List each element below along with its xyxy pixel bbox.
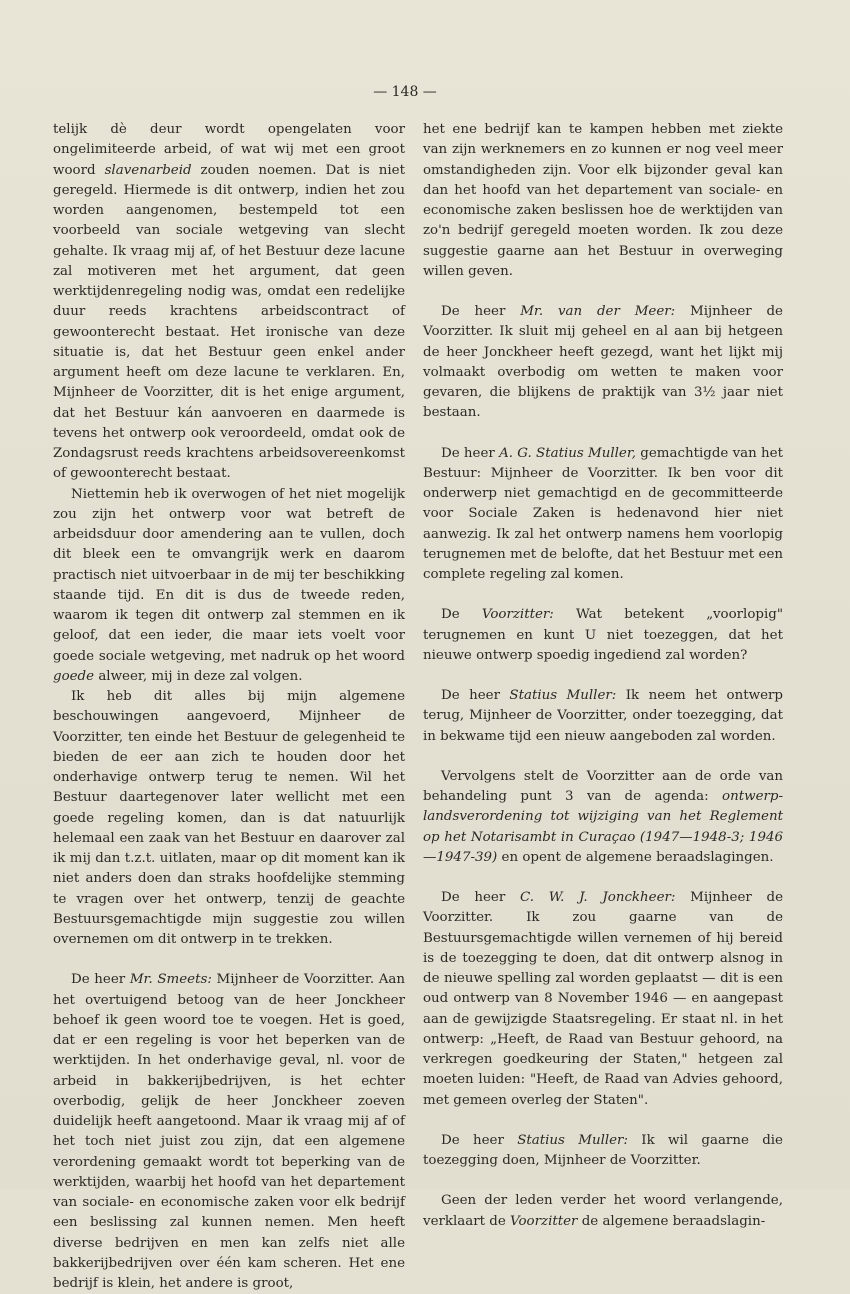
paragraph: Niettemin heb ik overwogen of het niet mogelijk zou zijn het ontwerp voor wat betreft de arbeidsduur door amendering aan te vullen, doch dit bleek een te omvangrijk werk en daarom practisch niet uitvoerbaar in de mij ter beschikking staande tijd. En dit is dus de tweede reden, waarom ik tegen dit ontwerp zal stemmen en ik geloof, dat een ieder, die maar iets voelt voor goede sociale wetgeving, met nadruk op het woord goede alweer, mij in deze zal volgen. — [53, 486, 405, 684]
speaker-name: Statius Muller: — [517, 1132, 628, 1148]
speaker-paragraph: De Voorzitter: Wat betekent „voorlopig" terugnemen en kunt U niet toezeggen, dat het nieuwe ontwerp spoedig ingediend zal worden? — [423, 607, 783, 663]
speaker-name: Voorzitter: — [481, 607, 554, 623]
paragraph: Ik heb dit alles bij mijn algemene beschouwingen aangevoerd, Mijnheer de Voorzitter, ten einde het Bestuur de gelegenheid te bieden de eer aan zich te houden door het onderhavige ontwerp terug te nemen. Wil het Bestuur daartegenover later wellicht met een goede regeling komen, dan is dat natuurlijk helemaal een zaak van het Bestuur en daarover zal ik mij dan t.z.t. uitlaten, maar op dit moment kan ik niet anders doen dan straks hoofdelijke stemming te vragen over het ontwerp, tenzij de geachte Bestuursgemachtigde mijn suggestie zou willen overnemen om dit ontwerp in te trekken. — [53, 689, 405, 947]
paragraph: Geen der leden verder het woord verlangende, verklaart de Voorzitter de algemene beraadslagin- — [423, 1193, 783, 1229]
speaker-name: Mr. van der Meer: — [520, 304, 676, 319]
speaker-name: Voorzitter — [510, 1213, 578, 1229]
paragraph: het ene bedrijf kan te kampen hebben met ziekte van zijn werknemers en zo kunnen er nog veel meer omstandigheden zijn. Voor elk bijzonder geval kan dan het hoofd van het departement van sociale- en economische zaken beslissen hoe de werktijden van zo'n bedrijf geregeld moeten worden. Ik zou deze suggestie gaarne aan het Bestuur in overweging willen geven. — [423, 122, 783, 279]
speaker-name: Statius Muller: — [509, 688, 617, 703]
speaker-paragraph: De heer Statius Muller: Ik neem het ontwerp terug, Mijnheer de Voorzitter, onder toezegging, dat in bekwame tijd een nieuw aangeboden zal worden. — [423, 688, 783, 744]
paragraph: telijk dè deur wordt opengelaten voor ongelimiteerde arbeid, of wat wij met een groot woord slavenarbeid zouden noemen. Dat is niet geregeld. Hiermede is dit ontwerp, indien het zou worden aangenomen, bestempeld tot een voorbeeld van sociale wetgeving van slecht gehalte. Ik vraag mij af, of het Bestuur deze lacune zal motiveren met het argument, dat geen werktijdenregeling nodig was, omdat een redelijke duur reeds krachtens arbeidscontract of gewoonterecht bestaat. Het ironische van deze situatie is, dat het Bestuur geen enkel ander argument heeft om deze lacune te verklaren. En, Mijnheer de Voorzitter, dit is het enige argument, dat het Bestuur kán aanvoeren en daarmede is tevens het ontwerp ook veroordeeld, omdat ook de Zondagsrust reeds krachtens arbeidsovereenkomst of gewoonterecht bestaat. — [53, 122, 405, 482]
left-column — [53, 120, 405, 1294]
page-number: — 148 — — [373, 84, 437, 100]
speaker-name: C. W. J. Jonckheer: — [519, 890, 676, 905]
speaker-paragraph: De heer C. W. J. Jonckheer: Mijnheer de Voorzitter. Ik zou gaarne van de Bestuursgemachtigde willen vernemen of hij bereid is de toezegging te doen, dat dit ontwerp alsnog in de nieuwe spelling zal worden geplaatst — dit is een oud ontwerp van 8 November 1946 — en aangepast aan de gewijzigde Staatsregeling. Er staat nl. in het ontwerp: „Heeft, de Raad van Bestuur gehoord, na verkregen goedkeuring der Staten," hetgeen zal moeten luiden: "Heeft, de Raad van Advies gehoord, met gemeen overleg der Staten". — [423, 890, 783, 1108]
speaker-paragraph: De heer Mr. van der Meer: Mijnheer de Voorzitter. Ik sluit mij geheel en al aan bij hetgeen de heer Jonckheer heeft gezegd, want het lijkt mij volmaakt overbodig om wetten te maken voor gevaren, die blijkens de praktijk van 3½ jaar niet bestaan. — [423, 304, 783, 421]
speaker-paragraph: De heer A. G. Statius Muller, gemachtigde van het Bestuur: Mijnheer de Voorzitter. Ik ben voor dit onderwerp niet gemachtigd en de gecommitteerde voor Sociale Zaken is hedenavond hier niet aanwezig. Ik zal het ontwerp namens hem voorlopig terugnemen met de belofte, dat het Bestuur met een complete regeling zal komen. — [423, 445, 783, 582]
speaker-name: Mr. Smeets: — [129, 972, 212, 988]
speaker-paragraph: De heer Statius Muller: Ik wil gaarne die toezegging doen, Mijnheer de Voorzitter. — [423, 1132, 783, 1168]
speaker-paragraph: De heer Mr. Smeets: Mijnheer de Voorzitter. Aan het overtuigend betoog van de heer Jonckheer behoef ik geen woord toe te voegen. Het is goed, dat er een regeling is voor het beperken van de werktijden. In het onderhavige geval, nl. voor de arbeid in bakkerijbedrijven, is het echter overbodig, gelijk de heer Jonckheer zoeven duidelijk heeft aangetoond. Maar ik vraag mij af of het toch niet juist zou zijn, dat een algemene verordening gemaakt wordt tot beperking van de werktijden, waarbij het hoofd van het departement van sociale- en economische zaken voor elk bedrijf een beslissing zal kunnen nemen. Men heeft diverse bedrijven en men kan zelfs niet alle bakkerijbedrijven over één kam scheren. Het ene bedrijf is klein, het andere is groot, — [53, 972, 405, 1291]
agenda-paragraph: Vervolgens stelt de Voorzitter aan de orde van behandeling punt 3 van de agenda: ontwerp-landsverordening tot wijziging van het Reglement op het Notarisambt in Curaçao (1947—1948-3; 1946—1947-39) en opent de algemene beraadslagingen. — [423, 768, 783, 865]
speaker-name: A. G. Statius Muller, — [499, 445, 637, 461]
right-column — [423, 120, 783, 1232]
agenda-item-title: ontwerp-landsverordening tot wijziging van het Reglement op het Notarisambt in Curaçao (1947—1948-3; 1946—1947-39) — [423, 789, 783, 865]
